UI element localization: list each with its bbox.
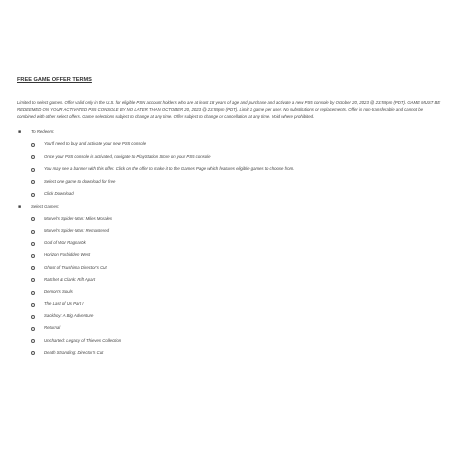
game-title: Marvel's Spider-Man: Remastered <box>44 227 109 233</box>
list-item <box>17 265 441 271</box>
circle-bullet-icon <box>31 242 35 246</box>
terms-document <box>17 77 441 362</box>
circle-bullet-icon <box>31 303 35 307</box>
circle-bullet-icon <box>31 193 35 197</box>
list-item <box>17 289 441 295</box>
square-bullet-icon: ■ <box>18 128 22 135</box>
page-title: FREE GAME OFFER TERMS <box>17 77 92 83</box>
games-section <box>17 204 441 356</box>
circle-bullet-icon <box>31 180 35 184</box>
redeem-step-text: You'll need to buy and activate your new PS5 console <box>44 141 147 147</box>
circle-bullet-icon <box>31 291 35 295</box>
list-item <box>17 338 441 344</box>
list-item <box>17 313 441 319</box>
redeem-heading: To Redeem: <box>31 128 55 134</box>
circle-bullet-icon <box>31 339 35 343</box>
list-item <box>17 277 441 283</box>
circle-bullet-icon <box>31 168 35 172</box>
square-bullet-icon: ■ <box>18 203 22 210</box>
game-title: Ghost of Tsushima Director's Cut <box>44 264 107 270</box>
terms-intro-paragraph: Limited to select games. Offer valid only in the U.S. for eligible PSN account holders who are at least 18 years of age and purchase and activate a new PS5 console by October 20, 2023 @ 23:59pm (PDT). GAME MUST BE REDEEMED ON YOUR ACTIVATED PS5 CONSOLE BY NO LATER THAN OCTOBER 20, 2023 @ 23:59pm (PDT). Limit 1 game per user. No substitutions or replacements. Offer is non-transferable and cannot be combined with other select offers. Game selections subject to change at any time. Offer subject to change or cancellation at any time. Void where prohibited. <box>17 100 441 120</box>
list-item <box>17 252 441 258</box>
redeem-step-text: Select one game to download for free <box>44 178 116 184</box>
list-item <box>17 166 441 172</box>
list-item <box>17 240 441 246</box>
redeem-steps-list <box>31 141 441 197</box>
game-title: God of War Ragnarök <box>44 240 86 246</box>
terms-list <box>17 129 441 356</box>
games-list <box>31 216 441 356</box>
redeem-step-text: You may see a banner with this offer. Click on the offer to make it to the Games Page which features eligible games to choose from. <box>44 166 295 172</box>
games-heading: Select Games: <box>31 203 60 209</box>
game-title: The Last of Us Part I <box>44 301 84 307</box>
list-item <box>17 216 441 222</box>
game-title: Uncharted: Legacy of Thieves Collection <box>44 337 122 343</box>
list-item <box>17 179 441 185</box>
list-item <box>17 154 441 160</box>
circle-bullet-icon <box>31 315 35 319</box>
game-title: Ratchet & Clank: Rift Apart <box>44 276 96 282</box>
game-title: Marvel's Spider-Man: Miles Morales <box>44 215 113 221</box>
circle-bullet-icon <box>31 351 35 355</box>
redeem-step-text: Click Download <box>44 191 74 197</box>
game-title: Death Stranding: Director's Cut <box>44 349 104 355</box>
list-item <box>17 350 441 356</box>
list-item <box>17 141 441 147</box>
list-item <box>17 325 441 331</box>
circle-bullet-icon <box>31 254 35 258</box>
list-item <box>17 301 441 307</box>
redeem-step-text: Once your PS5 console is activated, navigate to PlayStation Store on your PS5 console <box>44 153 211 159</box>
circle-bullet-icon <box>31 266 35 270</box>
circle-bullet-icon <box>31 217 35 221</box>
game-title: Sackboy: A Big Adventure <box>44 313 94 319</box>
circle-bullet-icon <box>31 230 35 234</box>
redeem-section <box>17 129 441 198</box>
circle-bullet-icon <box>31 155 35 159</box>
game-title: Returnal <box>44 325 61 331</box>
circle-bullet-icon <box>31 143 35 147</box>
list-item <box>17 191 441 197</box>
list-item <box>17 228 441 234</box>
circle-bullet-icon <box>31 327 35 331</box>
game-title: Horizon Forbidden West <box>44 252 91 258</box>
game-title: Demon's Souls <box>44 288 73 294</box>
circle-bullet-icon <box>31 278 35 282</box>
